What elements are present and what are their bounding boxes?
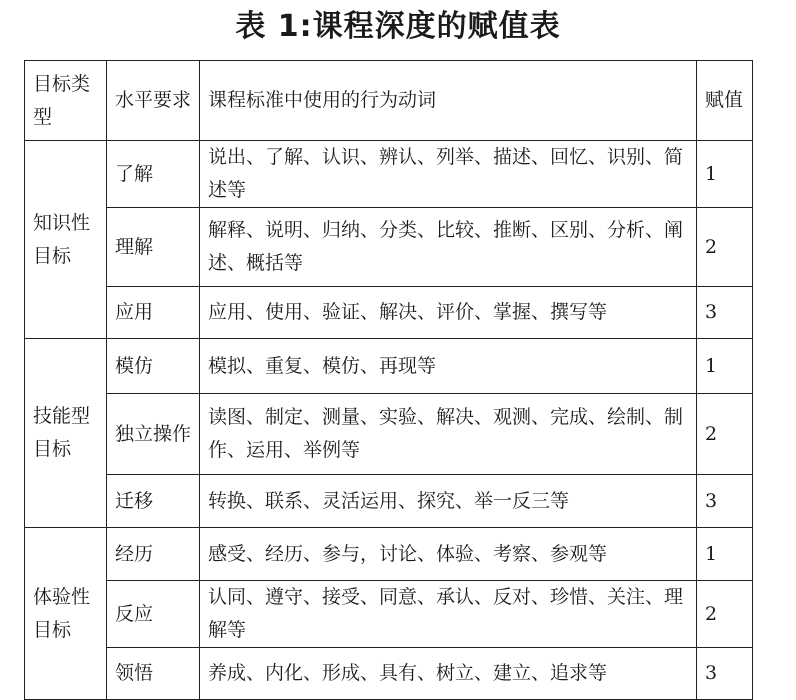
header-level: 水平要求 [107,61,200,141]
level-cell: 理解 [107,208,200,287]
goal-type-cell: 体验性目标 [25,528,107,700]
table-row [25,141,753,208]
table-row [25,208,753,287]
level-cell: 了解 [107,141,200,208]
table-row [25,475,753,528]
level-cell: 迁移 [107,475,200,528]
header-value: 赋值 [697,61,753,141]
value-cell: 2 [697,581,753,648]
level-cell: 独立操作 [107,394,200,475]
header-behavior-verbs: 课程标准中使用的行为动词 [200,61,697,141]
value-cell: 1 [697,141,753,208]
table-row [25,287,753,339]
verbs-cell: 养成、内化、形成、具有、树立、建立、追求等 [200,648,697,700]
value-cell: 3 [697,287,753,339]
table-title: 表 1:课程深度的赋值表 [235,9,561,44]
verbs-cell: 说出、了解、认识、辨认、列举、描述、回忆、识别、简述等 [200,141,697,208]
verbs-cell: 感受、经历、参与，讨论、体验、考察、参观等 [200,528,697,581]
value-cell: 3 [697,648,753,700]
value-cell: 1 [697,339,753,394]
verbs-cell: 解释、说明、归纳、分类、比较、推断、区别、分析、阐述、概括等 [200,208,697,287]
level-cell: 模仿 [107,339,200,394]
level-cell: 领悟 [107,648,200,700]
verbs-cell: 应用、使用、验证、解决、评价、掌握、撰写等 [200,287,697,339]
table-row [25,394,753,475]
table-row [25,648,753,700]
verbs-cell: 读图、制定、测量、实验、解决、观测、完成、绘制、制作、运用、举例等 [200,394,697,475]
value-cell: 2 [697,394,753,475]
value-cell: 1 [697,528,753,581]
header-row [25,61,753,141]
table-row [25,528,753,581]
level-cell: 经历 [107,528,200,581]
table-row [25,339,753,394]
verbs-cell: 认同、遵守、接受、同意、承认、反对、珍惜、关注、理解等 [200,581,697,648]
level-cell: 反应 [107,581,200,648]
verbs-cell: 模拟、重复、模仿、再现等 [200,339,697,394]
level-cell: 应用 [107,287,200,339]
header-goal-type: 目标类型 [25,61,107,141]
value-cell: 2 [697,208,753,287]
course-depth-table [24,60,753,700]
goal-type-cell: 知识性目标 [25,141,107,339]
table-row [25,581,753,648]
verbs-cell: 转换、联系、灵活运用、探究、举一反三等 [200,475,697,528]
goal-type-cell: 技能型目标 [25,339,107,528]
value-cell: 3 [697,475,753,528]
